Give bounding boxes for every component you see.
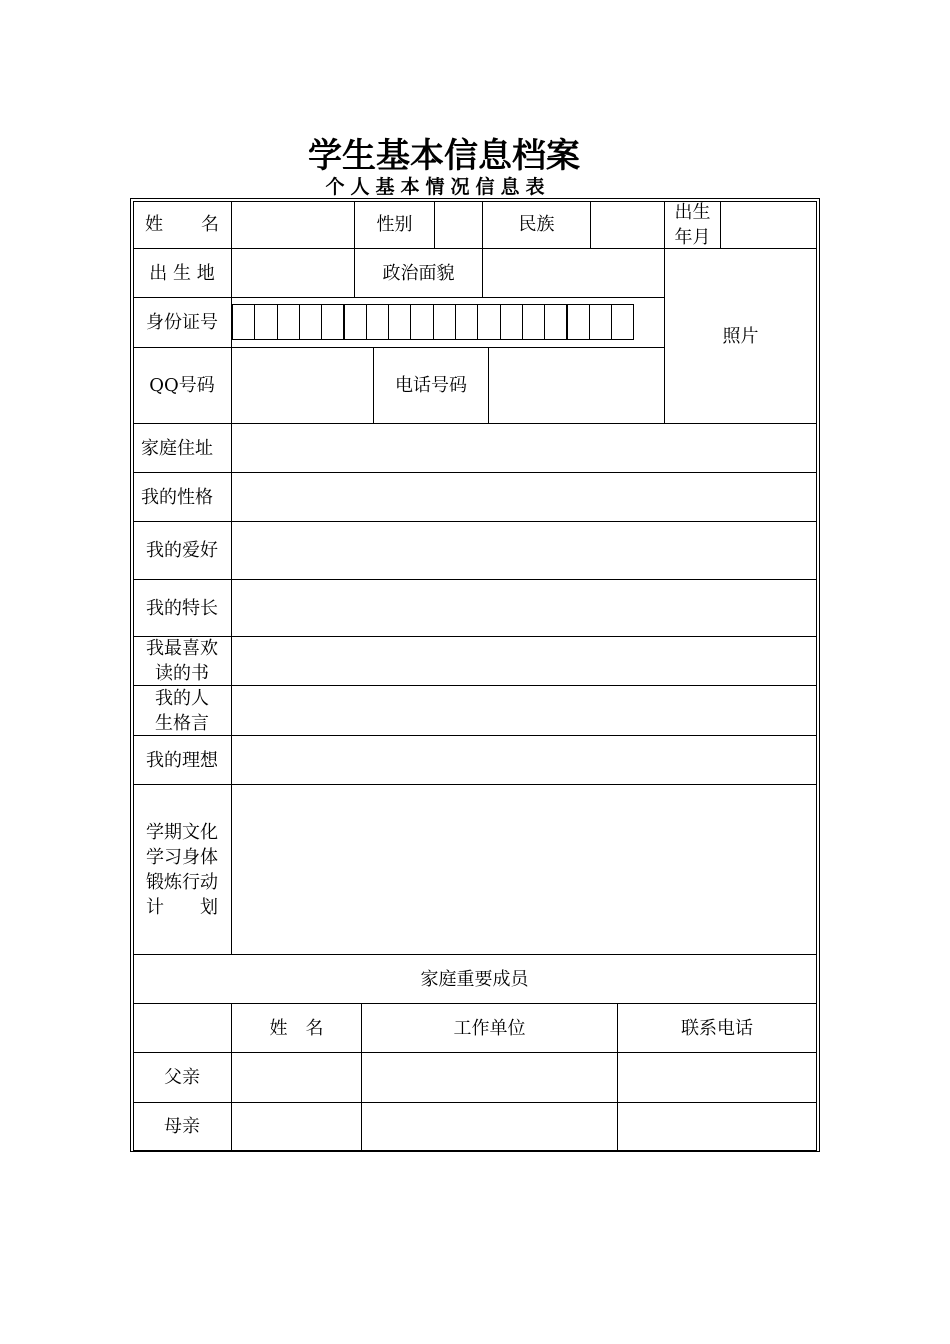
label-specialty: 我的特长	[133, 580, 232, 637]
field-mother-work[interactable]	[362, 1103, 618, 1151]
id-digit-box[interactable]	[277, 304, 300, 340]
id-digit-box[interactable]	[611, 304, 634, 340]
field-political-status[interactable]	[483, 249, 665, 298]
label-ideal: 我的理想	[133, 736, 232, 785]
field-father-work[interactable]	[362, 1053, 618, 1103]
label-id-number: 身份证号	[133, 298, 232, 348]
label-semester-plan: 学期文化 学习身体 锻炼行动 计 划	[133, 785, 232, 955]
field-father-name[interactable]	[232, 1053, 362, 1103]
photo-box[interactable]: 照片	[665, 249, 817, 424]
label-father: 父亲	[133, 1053, 232, 1103]
field-name[interactable]	[232, 201, 355, 249]
id-digit-box[interactable]	[254, 304, 277, 340]
label-qq: QQ号码	[133, 348, 232, 424]
family-members-heading: 家庭重要成员	[133, 955, 817, 1004]
family-col-name: 姓 名	[232, 1004, 362, 1053]
label-political-status: 政治面貌	[355, 249, 483, 298]
field-hobby[interactable]	[232, 522, 817, 580]
field-specialty[interactable]	[232, 580, 817, 637]
id-digit-box[interactable]	[299, 304, 322, 340]
id-digit-box[interactable]	[232, 304, 255, 340]
id-digit-box[interactable]	[321, 304, 344, 340]
id-digit-box[interactable]	[433, 304, 456, 340]
field-gender[interactable]	[435, 201, 483, 249]
field-father-phone[interactable]	[618, 1053, 817, 1103]
field-ideal[interactable]	[232, 736, 817, 785]
field-qq[interactable]	[232, 348, 374, 424]
field-semester-plan[interactable]	[232, 785, 817, 955]
family-col-work: 工作单位	[362, 1004, 618, 1053]
field-personality[interactable]	[232, 473, 817, 522]
label-gender: 性别	[355, 201, 435, 249]
id-digit-box[interactable]	[388, 304, 411, 340]
id-digit-box[interactable]	[544, 304, 567, 340]
label-mother: 母亲	[133, 1103, 232, 1151]
field-favorite-book[interactable]	[232, 637, 817, 686]
id-digit-box[interactable]	[455, 304, 478, 340]
label-favorite-book: 我最喜欢 读的书	[133, 637, 232, 686]
family-col-phone: 联系电话	[618, 1004, 817, 1053]
id-digit-box[interactable]	[500, 304, 523, 340]
family-header-blank	[133, 1004, 232, 1053]
label-name: 姓 名	[133, 201, 232, 249]
id-digit-box[interactable]	[522, 304, 545, 340]
id-digit-box[interactable]	[410, 304, 433, 340]
label-phone: 电话号码	[374, 348, 489, 424]
field-phone[interactable]	[489, 348, 665, 424]
field-life-motto[interactable]	[232, 686, 817, 736]
id-digit-box[interactable]	[366, 304, 389, 340]
label-birth-date: 出生 年月	[665, 201, 721, 249]
field-birthplace[interactable]	[232, 249, 355, 298]
id-digit-box[interactable]	[567, 304, 590, 340]
field-mother-phone[interactable]	[618, 1103, 817, 1151]
id-digit-box[interactable]	[589, 304, 612, 340]
page-subtitle: 个人基本情况信息表	[325, 176, 551, 198]
label-address: 家庭住址	[133, 424, 232, 473]
label-life-motto: 我的人 生格言	[133, 686, 232, 736]
field-mother-name[interactable]	[232, 1103, 362, 1151]
id-digit-box[interactable]	[477, 304, 500, 340]
label-ethnicity: 民族	[483, 201, 591, 249]
label-personality: 我的性格	[133, 473, 232, 522]
field-ethnicity[interactable]	[591, 201, 665, 249]
label-birthplace: 出 生 地	[133, 249, 232, 298]
page-title: 学生基本信息档案	[308, 136, 580, 176]
field-address[interactable]	[232, 424, 817, 473]
id-digit-box[interactable]	[344, 304, 367, 340]
field-birth-date[interactable]	[721, 201, 817, 249]
label-hobby: 我的爱好	[133, 522, 232, 580]
